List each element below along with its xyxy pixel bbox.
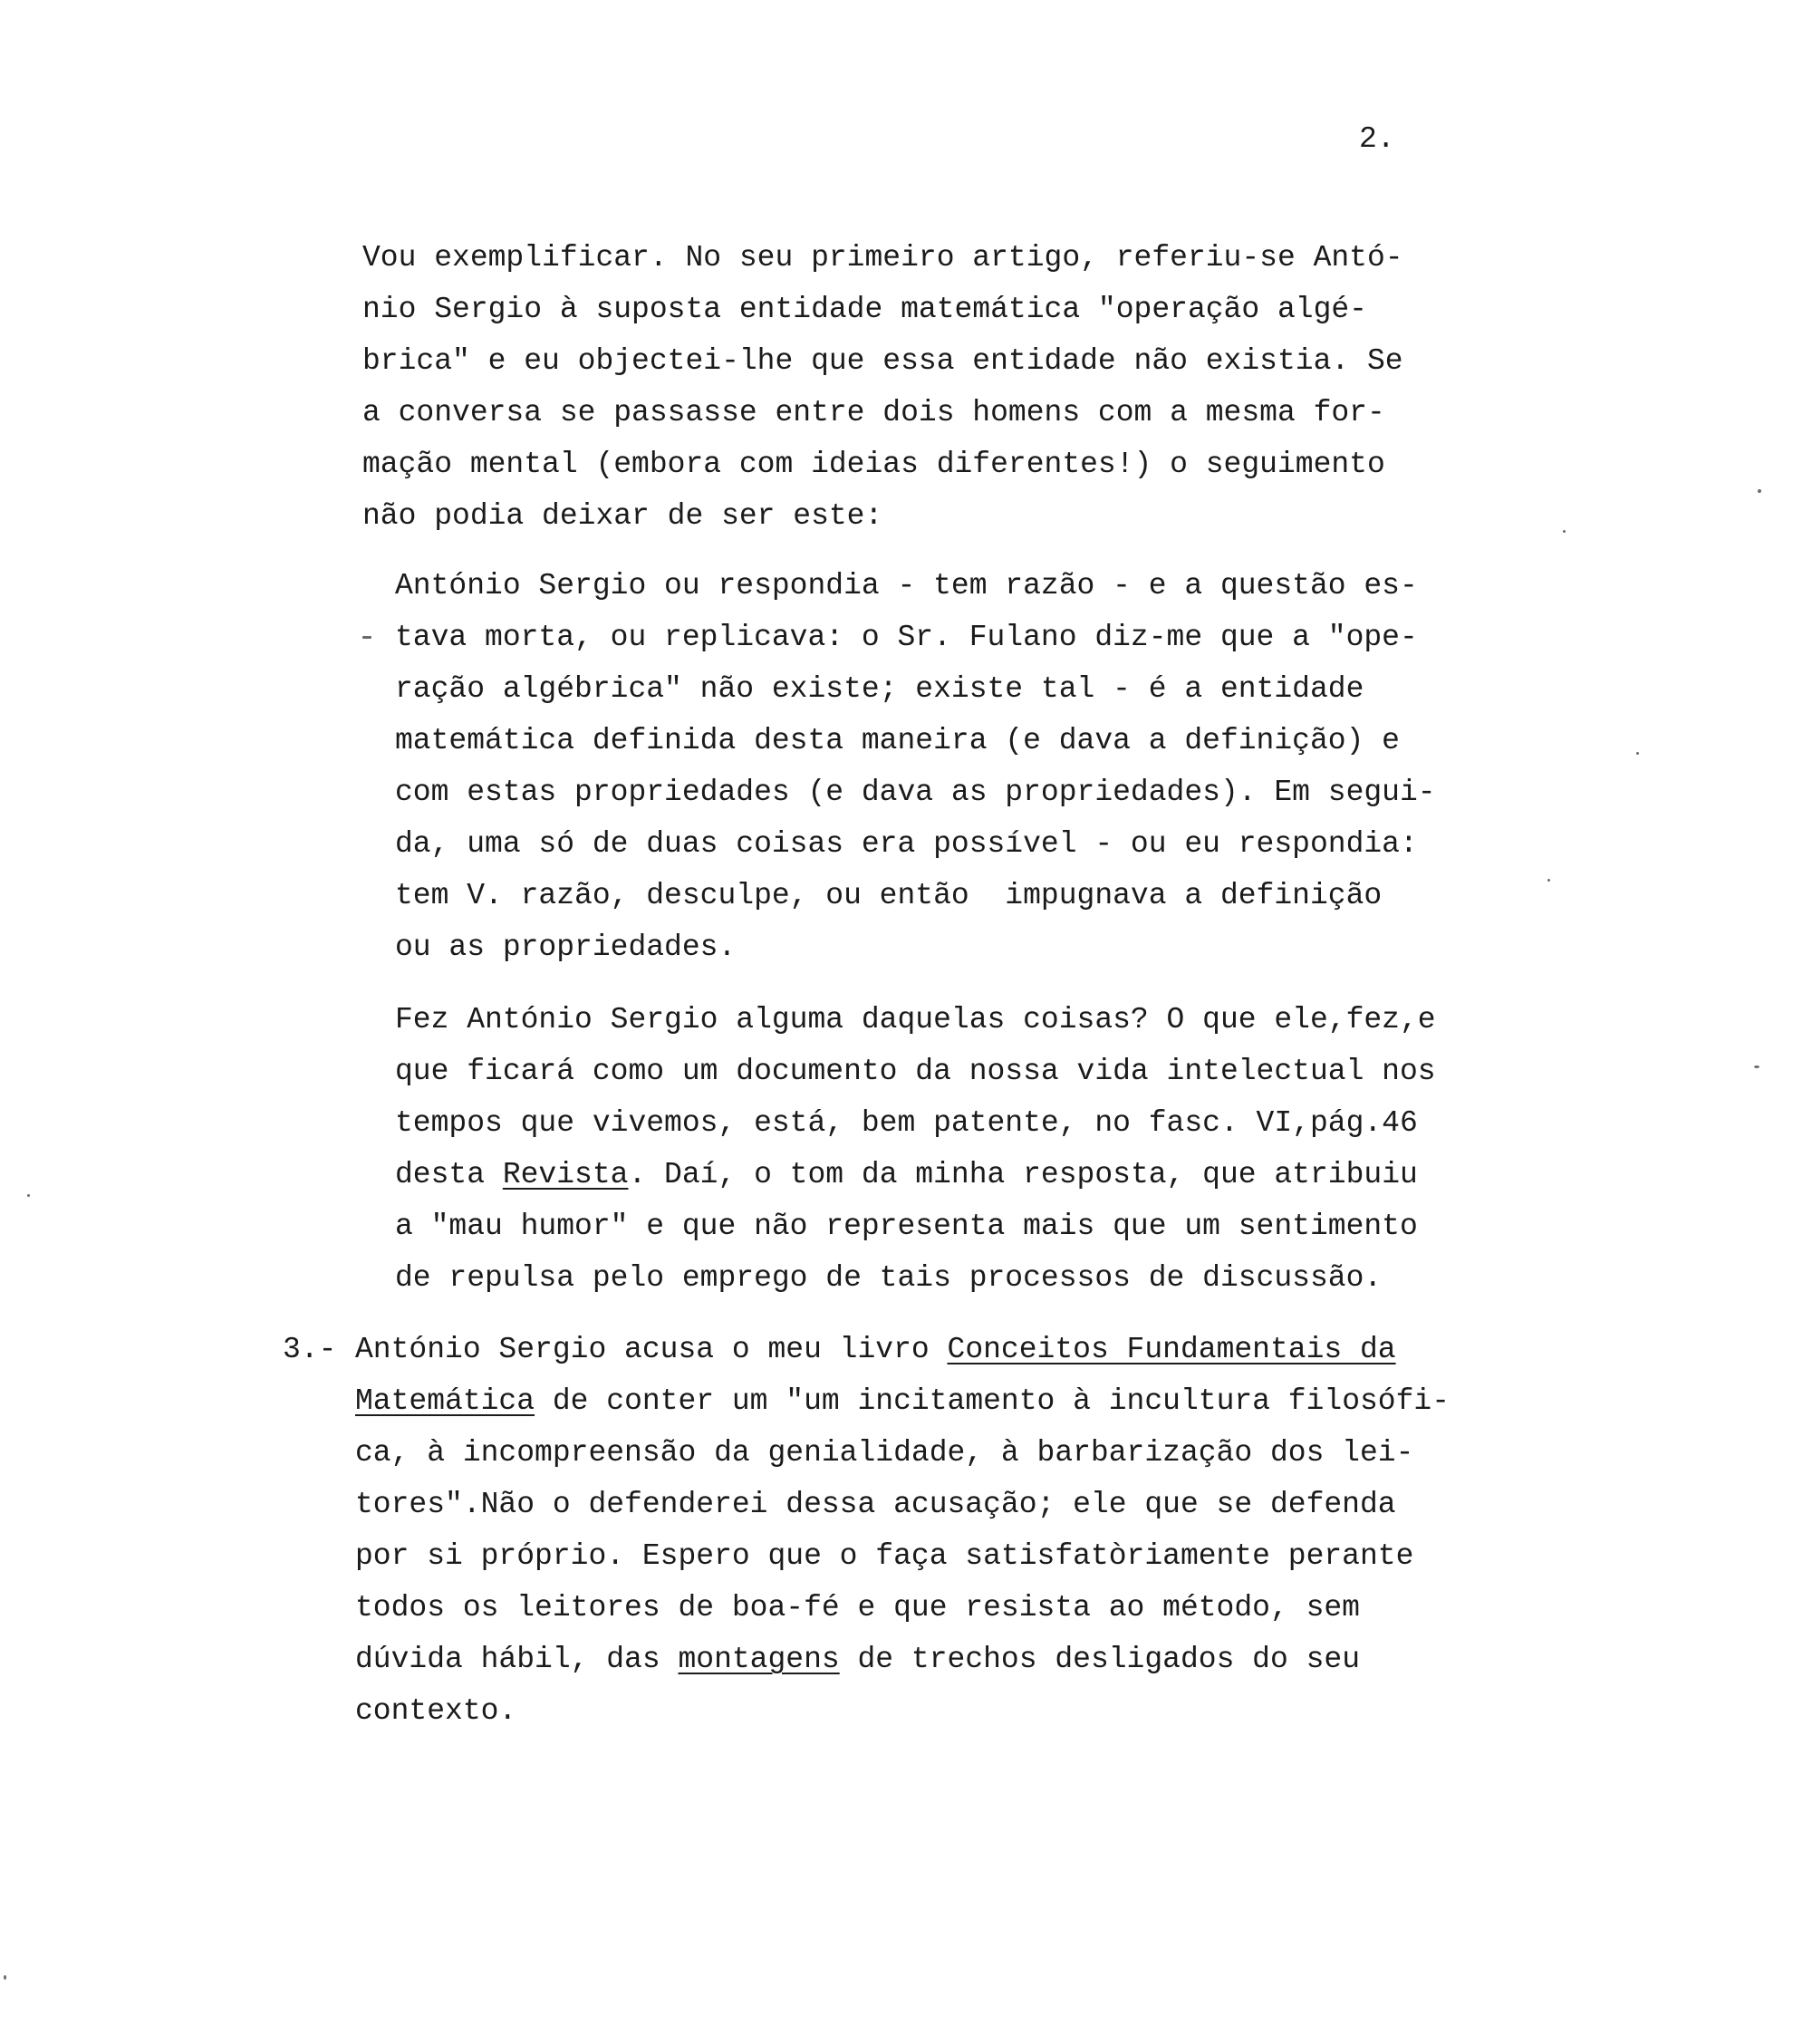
scan-speck [1563, 530, 1566, 533]
text-line: por si próprio. Espero que o faça satisfatòriamente perante [355, 1539, 1414, 1573]
item-marker: 3.- [283, 1333, 337, 1366]
book-title-underlined: Conceitos Fundamentais da [947, 1333, 1396, 1366]
scan-speck [4, 1975, 6, 1980]
journal-title-underlined: Revista [502, 1158, 629, 1191]
text-line: ou as propriedades. [395, 930, 737, 964]
text-line: tores".Não o defenderei dessa acusação; ele que se defenda [355, 1488, 1396, 1521]
text-span: de trechos desligados do seu [839, 1643, 1360, 1676]
text-line: não podia deixar de ser este: [362, 499, 883, 533]
text-line: ca, à incompreensão da genialidade, à barbarização dos lei- [355, 1436, 1414, 1470]
text-line: a conversa se passasse entre dois homens com a mesma for- [362, 396, 1385, 429]
text-line: da, uma só de duas coisas era possível - ou eu respondia: [395, 827, 1418, 861]
text-line: a "mau humor" e que não representa mais que um sentimento [395, 1210, 1418, 1243]
text-line: tava morta, ou replicava: o Sr. Fulano diz-me que a "ope- [395, 621, 1418, 654]
text-span: António Sergio acusa o meu livro [355, 1333, 948, 1366]
text-line: Vou exemplificar. No seu primeiro artigo, referiu-se Antó- [362, 241, 1403, 275]
book-title-underlined: Matemática [355, 1384, 535, 1418]
text-line: contexto. [355, 1694, 517, 1728]
page-number: 2. [1359, 122, 1395, 156]
text-line: Fez António Sergio alguma daquelas coisas? O que ele,fez,e [395, 1003, 1436, 1036]
scan-speck [1636, 752, 1639, 755]
text-span: de conter um "um incitamento à incultura filosófi- [535, 1384, 1451, 1418]
text-line [395, 1157, 1418, 1193]
text-span: desta [395, 1158, 503, 1191]
text-line [355, 1384, 1450, 1420]
text-line [355, 1332, 1396, 1368]
scan-speck [1754, 1065, 1759, 1068]
text-line: de repulsa pelo emprego de tais processos de discussão. [395, 1261, 1383, 1295]
text-span: dúvida hábil, das [355, 1643, 679, 1676]
scan-speck [1758, 489, 1761, 493]
text-line: tem V. razão, desculpe, ou então impugnava a definição [395, 879, 1383, 912]
text-line: nio Sergio à suposta entidade matemática "operação algé- [362, 293, 1367, 326]
text-line: brica" e eu objectei-lhe que essa entidade não existia. Se [362, 344, 1403, 378]
text-line: mação mental (embora com ideias diferentes!) o seguimento [362, 448, 1385, 481]
scan-speck [362, 636, 371, 639]
text-line: que ficará como um documento da nossa vida intelectual nos [395, 1055, 1436, 1088]
text-line: todos os leitores de boa-fé e que resista ao método, sem [355, 1591, 1360, 1625]
scan-speck [1547, 879, 1550, 882]
emphasis-underlined: montagens [678, 1643, 840, 1676]
text-line: com estas propriedades (e dava as propriedades). Em segui- [395, 776, 1436, 809]
text-line: António Sergio ou respondia - tem razão - e a questão es- [395, 569, 1418, 603]
scan-speck [27, 1194, 30, 1197]
text-line: tempos que vivemos, está, bem patente, no fasc. VI,pág.46 [395, 1106, 1418, 1140]
text-line: ração algébrica" não existe; existe tal - é a entidade [395, 672, 1364, 706]
text-line [355, 1642, 1360, 1678]
text-span: . Daí, o tom da minha resposta, que atribuiu [628, 1158, 1418, 1191]
text-line: matemática definida desta maneira (e dava a definição) e [395, 724, 1400, 757]
